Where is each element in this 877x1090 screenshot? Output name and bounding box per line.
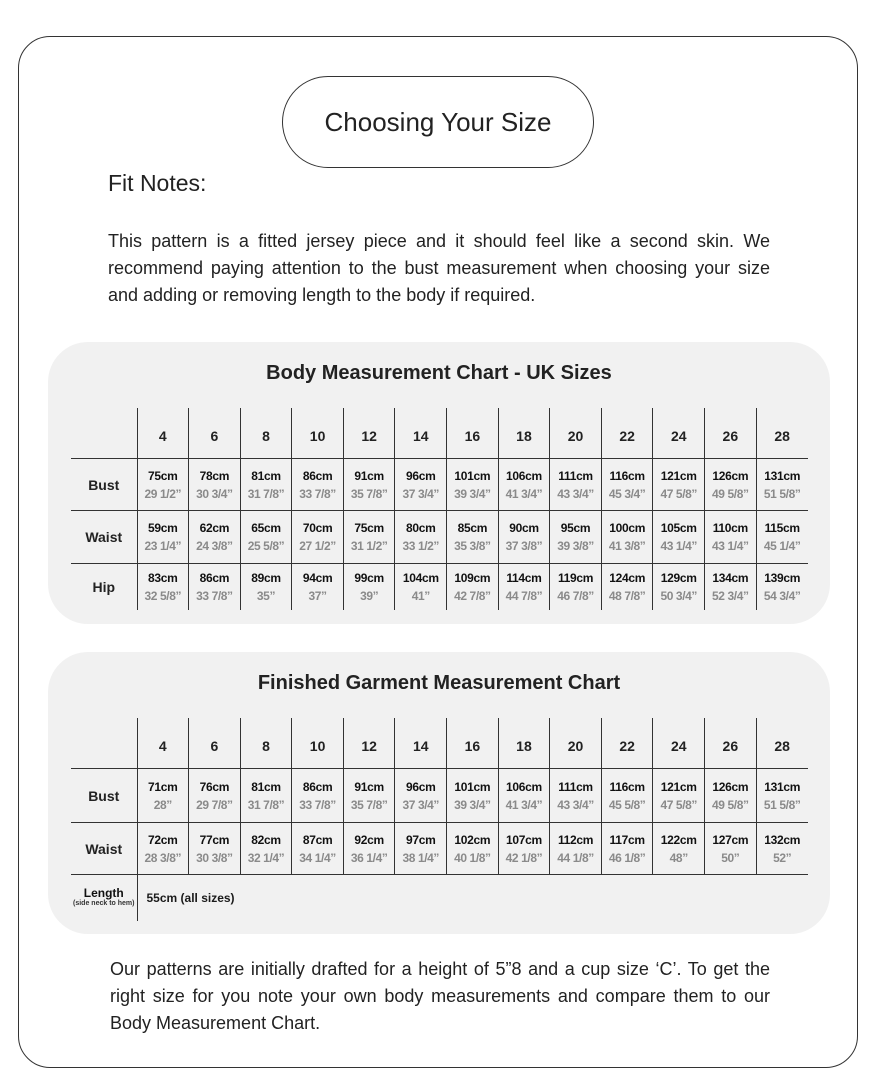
cm-value: 99cm <box>354 570 384 585</box>
size-header-row <box>71 718 808 769</box>
cm-value: 106cm <box>506 468 542 483</box>
cm-value: 110cm <box>712 521 748 535</box>
row-label: Bust <box>71 459 137 511</box>
garment-chart-title: Finished Garment Measurement Chart <box>257 672 621 694</box>
measurement-cell <box>343 511 395 564</box>
measurement-cell <box>705 564 757 610</box>
inch-value: 39 3/8” <box>557 539 594 553</box>
cm-value: 65cm <box>251 521 281 535</box>
measurement-cell <box>292 769 344 823</box>
measurement-cell <box>601 769 653 823</box>
inch-value: 37 3/4” <box>402 797 440 812</box>
cm-value: 75cm <box>354 521 384 535</box>
cm-value: 78cm <box>199 468 230 483</box>
inch-value: 37 3/8” <box>505 539 543 553</box>
cm-value: 127cm <box>712 832 749 847</box>
cm-value: 86cm <box>302 779 333 794</box>
table-row <box>71 769 808 823</box>
measurement-cell <box>292 511 344 564</box>
inch-value: 23 1/4” <box>144 539 182 553</box>
table-row <box>71 564 808 610</box>
cm-value: 121cm <box>660 468 697 483</box>
size-header: 24 <box>653 718 705 769</box>
cm-value: 97cm <box>406 832 436 847</box>
measurement-cell <box>343 459 395 511</box>
measurement-cell <box>653 459 705 511</box>
cm-value: 59cm <box>148 521 178 535</box>
inch-value: 47 5/8” <box>660 797 698 812</box>
size-header: 12 <box>343 718 395 769</box>
measurement-cell <box>189 511 241 564</box>
cm-value: 62cm <box>199 521 230 535</box>
cm-value: 71cm <box>148 779 178 794</box>
measurement-cell <box>550 511 602 564</box>
cm-value: 122cm <box>660 832 697 847</box>
cm-value: 116cm <box>609 468 645 483</box>
inch-value: 34 1/4” <box>299 850 336 865</box>
measurement-cell <box>343 769 395 823</box>
cm-value: 111cm <box>558 779 593 794</box>
measurement-cell <box>653 511 705 564</box>
garment-measurement-table <box>71 718 808 921</box>
fit-notes-heading: Fit Notes: <box>108 170 207 196</box>
cm-value: 86cm <box>199 570 230 585</box>
inch-value: 30 3/8” <box>196 850 233 865</box>
cm-value: 111cm <box>558 468 593 483</box>
row-label: Hip <box>92 578 116 595</box>
cm-value: 85cm <box>457 521 488 535</box>
fit-notes-text: This pattern is a fitted jersey piece and it should feel like a second skin. We recommend paying attention to the bust measurement when choosing your size and adding or removing length to the body if required. <box>108 231 770 305</box>
measurement-cell <box>395 769 447 823</box>
inch-value: 45 1/4” <box>763 539 801 553</box>
measurement-cell <box>240 823 292 875</box>
inch-value: 33 7/8” <box>196 588 233 603</box>
measurement-cell <box>137 459 189 511</box>
measurement-cell <box>498 769 550 823</box>
measurement-cell <box>756 459 808 511</box>
measurement-cell <box>550 564 602 610</box>
page-title: Choosing Your Size <box>282 76 594 168</box>
size-header: 26 <box>705 718 757 769</box>
cm-value: 100cm <box>609 521 646 535</box>
inch-value: 31 1/2” <box>350 539 388 553</box>
row-label: Waist <box>71 823 137 875</box>
inch-value: 51 5/8” <box>763 486 801 501</box>
measurement-cell <box>137 511 189 564</box>
inch-value: 54 3/4” <box>763 588 801 603</box>
measurement-cell <box>137 564 189 610</box>
measurement-cell <box>550 823 602 875</box>
cm-value: 119cm <box>557 570 594 585</box>
measurement-cell <box>240 511 292 564</box>
measurement-cell <box>240 564 292 610</box>
measurement-cell <box>292 564 344 610</box>
cm-value: 82cm <box>251 832 281 847</box>
inch-value: 45 3/4” <box>608 486 646 501</box>
measurement-cell <box>550 769 602 823</box>
body-measurement-panel <box>48 342 830 624</box>
cm-value: 91cm <box>354 779 384 794</box>
measurement-cell <box>756 564 808 610</box>
size-header: 10 <box>292 718 344 769</box>
size-header: 14 <box>395 718 447 769</box>
row-label: Waist <box>71 511 137 564</box>
cm-value: 91cm <box>354 468 384 483</box>
measurement-cell <box>292 459 344 511</box>
inch-value: 41 3/8” <box>608 539 646 553</box>
inch-value: 29 1/2” <box>144 486 182 501</box>
cm-value: 70cm <box>302 521 333 535</box>
inch-value: 51 5/8” <box>763 797 801 812</box>
inch-value: 32 5/8” <box>144 588 182 603</box>
body-chart-title: Body Measurement Chart - UK Sizes <box>266 362 612 384</box>
inch-value: 41 3/4” <box>505 486 543 501</box>
cm-value: 115cm <box>764 521 800 535</box>
measurement-cell <box>653 564 705 610</box>
header-corner <box>71 718 137 769</box>
table-row <box>71 511 808 564</box>
inch-value: 39 3/4” <box>454 486 491 501</box>
cm-value: 131cm <box>764 779 801 794</box>
measurement-cell <box>756 769 808 823</box>
cm-value: 90cm <box>509 521 539 535</box>
measurement-cell <box>189 459 241 511</box>
measurement-cell <box>447 511 499 564</box>
cm-value: 102cm <box>454 832 491 847</box>
measurement-cell <box>240 459 292 511</box>
measurement-cell <box>447 769 499 823</box>
size-header: 22 <box>601 408 653 459</box>
measurement-cell <box>343 564 395 610</box>
cm-value: 114cm <box>506 570 542 585</box>
size-header: 18 <box>498 718 550 769</box>
inch-value: 38 1/4” <box>402 850 440 865</box>
inch-value: 40 1/8” <box>454 850 491 865</box>
cm-value: 94cm <box>302 570 333 585</box>
table-row <box>71 459 808 511</box>
inch-value: 43 3/4” <box>557 486 594 501</box>
length-sublabel: (side neck to hem) <box>73 900 135 908</box>
inch-value: 52” <box>773 850 792 865</box>
inch-value: 44 1/8” <box>557 850 594 865</box>
inch-value: 49 5/8” <box>712 797 749 812</box>
measurement-cell <box>653 823 705 875</box>
size-header: 14 <box>395 408 447 459</box>
cm-value: 126cm <box>712 779 749 794</box>
size-header: 16 <box>447 718 499 769</box>
inch-value: 31 7/8” <box>247 486 285 501</box>
cm-value: 121cm <box>660 779 697 794</box>
measurement-cell <box>395 823 447 875</box>
cm-value: 139cm <box>764 570 801 585</box>
cm-value: 83cm <box>148 570 178 585</box>
cm-value: 112cm <box>557 832 594 847</box>
inch-value: 50” <box>721 850 740 865</box>
measurement-cell <box>395 564 447 610</box>
row-label: Bust <box>71 769 137 823</box>
inch-value: 33 7/8” <box>299 797 336 812</box>
size-header: 12 <box>343 408 395 459</box>
cm-value: 101cm <box>454 779 491 794</box>
length-value: 55cm (all sizes) <box>137 875 808 921</box>
measurement-cell <box>756 823 808 875</box>
inch-value: 36 1/4” <box>350 850 388 865</box>
inch-value: 24 3/8” <box>196 539 233 553</box>
size-header: 28 <box>756 408 808 459</box>
cm-value: 101cm <box>454 468 491 483</box>
measurement-cell <box>447 459 499 511</box>
cm-value: 76cm <box>199 779 230 794</box>
cm-value: 89cm <box>251 570 281 585</box>
measurement-cell <box>601 564 653 610</box>
inch-value: 30 3/4” <box>196 486 233 501</box>
inch-value: 41” <box>411 588 430 603</box>
size-header-row <box>71 408 808 459</box>
cm-value: 72cm <box>148 832 178 847</box>
size-header: 20 <box>550 718 602 769</box>
size-header: 4 <box>137 718 189 769</box>
size-header: 6 <box>189 718 241 769</box>
inch-value: 28 3/8” <box>144 850 182 865</box>
cm-value: 124cm <box>609 570 646 585</box>
size-header: 28 <box>756 718 808 769</box>
inch-value: 46 1/8” <box>608 850 646 865</box>
inch-value: 33 7/8” <box>299 486 336 501</box>
cm-value: 75cm <box>148 468 178 483</box>
measurement-cell <box>189 564 241 610</box>
inch-value: 44 7/8” <box>505 588 543 603</box>
measurement-cell <box>343 823 395 875</box>
cm-value: 116cm <box>609 779 645 794</box>
measurement-cell <box>550 459 602 511</box>
inch-value: 37 3/4” <box>402 486 440 501</box>
inch-value: 49 5/8” <box>712 486 749 501</box>
inch-value: 39” <box>360 588 379 603</box>
measurement-cell <box>705 459 757 511</box>
measurement-cell <box>705 769 757 823</box>
measurement-cell <box>447 564 499 610</box>
inch-value: 43 1/4” <box>712 539 749 553</box>
table-row <box>71 823 808 875</box>
measurement-cell <box>705 511 757 564</box>
cm-value: 92cm <box>354 832 384 847</box>
inch-value: 46 7/8” <box>557 588 594 603</box>
cm-value: 96cm <box>406 468 436 483</box>
inch-value: 41 3/4” <box>505 797 543 812</box>
size-header: 18 <box>498 408 550 459</box>
cm-value: 106cm <box>506 779 542 794</box>
size-header: 8 <box>240 408 292 459</box>
measurement-cell <box>756 511 808 564</box>
cm-value: 81cm <box>251 779 281 794</box>
inch-value: 32 1/4” <box>247 850 285 865</box>
cm-value: 77cm <box>199 832 230 847</box>
cm-value: 134cm <box>712 570 749 585</box>
inch-value: 48 7/8” <box>608 588 646 603</box>
inch-value: 27 1/2” <box>299 539 336 553</box>
measurement-cell <box>601 511 653 564</box>
length-label-cell <box>71 875 137 921</box>
measurement-cell <box>601 823 653 875</box>
inch-value: 28” <box>153 797 172 812</box>
cm-value: 109cm <box>454 570 491 585</box>
measurement-cell <box>498 511 550 564</box>
inch-value: 43 1/4” <box>660 539 698 553</box>
header-corner <box>71 408 137 459</box>
size-header: 16 <box>447 408 499 459</box>
measurement-cell <box>601 459 653 511</box>
size-header: 6 <box>189 408 241 459</box>
cm-value: 81cm <box>251 468 281 483</box>
inch-value: 47 5/8” <box>660 486 698 501</box>
measurement-cell <box>189 769 241 823</box>
cm-value: 117cm <box>609 832 645 847</box>
inch-value: 50 3/4” <box>660 588 698 603</box>
cm-value: 86cm <box>302 468 333 483</box>
size-header: 22 <box>601 718 653 769</box>
inch-value: 52 3/4” <box>712 588 749 603</box>
cm-value: 87cm <box>302 832 333 847</box>
size-header: 24 <box>653 408 705 459</box>
inch-value: 48” <box>669 850 688 865</box>
size-header: 26 <box>705 408 757 459</box>
cm-value: 95cm <box>560 521 591 535</box>
inch-value: 35 7/8” <box>350 486 388 501</box>
measurement-cell <box>240 769 292 823</box>
inch-value: 43 3/4” <box>557 797 594 812</box>
inch-value: 29 7/8” <box>196 797 233 812</box>
inch-value: 35 7/8” <box>350 797 388 812</box>
cm-value: 131cm <box>764 468 801 483</box>
inch-value: 37” <box>308 588 327 603</box>
measurement-cell <box>498 459 550 511</box>
length-row <box>71 875 808 921</box>
cm-value: 129cm <box>660 570 697 585</box>
inch-value: 35” <box>256 588 276 603</box>
size-header: 20 <box>550 408 602 459</box>
measurement-cell <box>395 459 447 511</box>
inch-value: 39 3/4” <box>454 797 491 812</box>
measurement-cell <box>137 769 189 823</box>
footer-note: Our patterns are initially drafted for a height of 5”8 and a cup size ‘C’. To get the right size for you note your own body measurements and compare them to our Body Measurement Chart. <box>110 959 770 1033</box>
measurement-cell <box>653 769 705 823</box>
measurement-cell <box>447 823 499 875</box>
cm-value: 126cm <box>712 468 749 483</box>
inch-value: 31 7/8” <box>247 797 285 812</box>
cm-value: 96cm <box>406 779 436 794</box>
cm-value: 107cm <box>506 832 542 847</box>
measurement-cell <box>292 823 344 875</box>
size-header: 10 <box>292 408 344 459</box>
size-header: 4 <box>137 408 189 459</box>
measurement-cell <box>498 823 550 875</box>
measurement-cell <box>705 823 757 875</box>
size-header: 8 <box>240 718 292 769</box>
length-label: Length <box>83 886 124 901</box>
inch-value: 33 1/2” <box>402 539 440 553</box>
body-measurement-table <box>71 408 808 610</box>
inch-value: 42 7/8” <box>454 588 491 603</box>
inch-value: 42 1/8” <box>505 850 543 865</box>
cm-value: 105cm <box>660 521 697 535</box>
cm-value: 132cm <box>764 832 801 847</box>
inch-value: 45 5/8” <box>608 797 646 812</box>
garment-measurement-panel <box>48 652 830 934</box>
measurement-cell <box>137 823 189 875</box>
inch-value: 25 5/8” <box>247 539 285 553</box>
cm-value: 104cm <box>402 570 439 585</box>
cm-value: 80cm <box>406 521 436 535</box>
measurement-cell <box>189 823 241 875</box>
measurement-cell <box>395 511 447 564</box>
measurement-cell <box>498 564 550 610</box>
inch-value: 35 3/8” <box>454 539 491 553</box>
